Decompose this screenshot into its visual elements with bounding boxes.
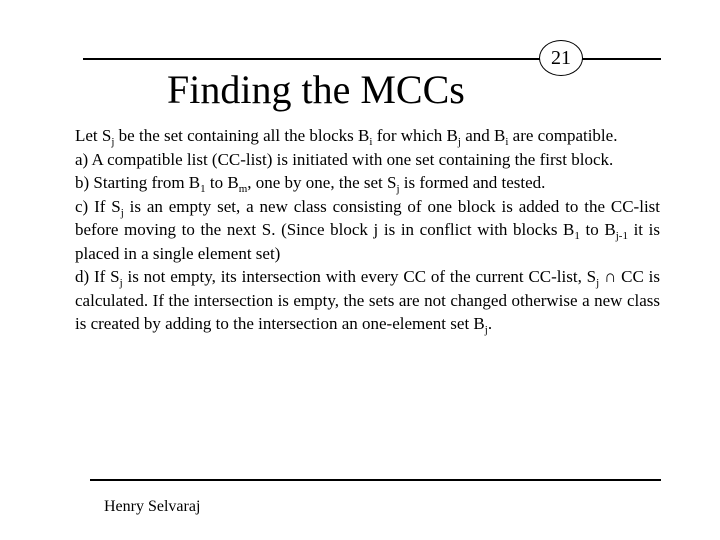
page-number: 21 — [551, 47, 571, 69]
slide-title: Finding the MCCs — [167, 67, 465, 112]
paragraph-d: d) If $S_j$ is not empty, its intersection with every CC of the current CC‑list, $S_j$ ∩ CC is calculated. If the intersection is empty, the sets are not changed otherwise a new class is created by adding to the intersection an one-element set $B_j$. — [75, 267, 660, 336]
slide-body — [75, 124, 660, 336]
footer-author: Henry Selvaraj — [104, 498, 201, 515]
paragraph-intro: Let $S_j$ be the set containing all the blocks $B_i$ for which $B_j$ and $B_i$ are compatible. — [75, 126, 618, 148]
paragraph-c: c) If $S_j$ is an empty set, a new class consisting of one block is added to the CC‑list before moving to the next S. (Since block j is in conflict with blocks $B_1$ to $B_{j-1}$ it is placed in a single element set) — [75, 196, 661, 263]
paragraph-a: a) A compatible list (CC‑list) is initiated with one set containing the first block. — [75, 149, 614, 169]
paragraph-b: b) Starting from $B_1$ to $B_m$, one by one, the set $S_j$ is formed and tested. — [75, 173, 546, 195]
bottom-rule — [90, 479, 661, 481]
